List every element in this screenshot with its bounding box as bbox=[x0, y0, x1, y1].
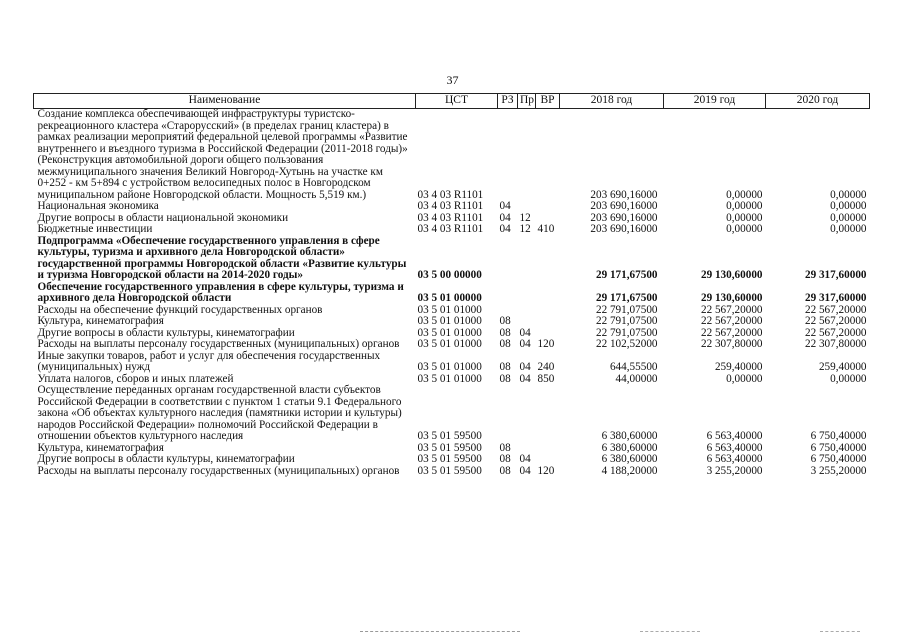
cell-2020: 259,40000 bbox=[818, 361, 867, 373]
cell-vr bbox=[536, 282, 560, 305]
cell-2019: 0,00000 bbox=[726, 372, 763, 385]
budget-table bbox=[33, 93, 870, 477]
cell-name: Другие вопросы в области культуры, кинематографии bbox=[37, 326, 295, 339]
cell-cst: 03 5 01 01000 bbox=[417, 361, 482, 373]
cell-cst: 03 5 01 01000 bbox=[417, 303, 482, 316]
cell-cst: 03 5 01 59500 bbox=[417, 453, 482, 465]
cell-2020: 29 317,60000 bbox=[804, 269, 867, 281]
header-2019: 2019 год bbox=[664, 94, 766, 109]
cell-2020: 0,00000 bbox=[830, 200, 867, 212]
cell-2018: 6 380,60000 bbox=[601, 441, 658, 454]
cell-rz: 04 bbox=[499, 223, 511, 235]
cell-vr: 850 bbox=[537, 372, 555, 385]
cell-2019: 22 567,20000 bbox=[700, 315, 763, 327]
cell-2020: 3 255,20000 bbox=[810, 464, 867, 477]
header-cst: ЦСТ bbox=[416, 94, 498, 109]
table-row bbox=[34, 454, 870, 466]
cell-2019: 29 130,60000 bbox=[700, 292, 763, 304]
cell-vr: 120 bbox=[537, 338, 555, 350]
page-number: 37 bbox=[446, 73, 459, 87]
cell-2018: 644,55500 bbox=[609, 361, 658, 373]
cell-2018: 29 171,67500 bbox=[595, 292, 658, 304]
cell-name: Расходы на выплаты персоналу государственных (муниципальных) органов bbox=[37, 338, 400, 350]
cell-vr bbox=[536, 305, 560, 317]
header-pr: Пр bbox=[518, 94, 536, 109]
cell-rz: 08 bbox=[499, 326, 511, 339]
cell-cst: 03 5 01 01000 bbox=[417, 372, 482, 385]
cell-rz: 08 bbox=[499, 361, 511, 373]
cell-2019: 22 567,20000 bbox=[700, 326, 763, 339]
table-header bbox=[34, 94, 870, 109]
scan-artifact bbox=[640, 631, 700, 633]
cell-rz bbox=[498, 236, 518, 282]
table-body bbox=[34, 109, 870, 478]
cell-2019: 29 130,60000 bbox=[700, 269, 763, 281]
cell-name: Национальная экономика bbox=[37, 200, 159, 212]
cell-2020: 6 750,40000 bbox=[810, 441, 867, 454]
cell-cst: 03 5 01 01000 bbox=[417, 315, 482, 327]
cell-cst: 03 4 03 R1101 bbox=[417, 188, 484, 201]
cell-cst: 03 5 00 00000 bbox=[417, 269, 482, 281]
header-2020: 2020 год bbox=[766, 94, 870, 109]
cell-rz: 08 bbox=[499, 441, 511, 454]
table-row bbox=[34, 351, 870, 374]
table-row bbox=[34, 224, 870, 236]
cell-rz bbox=[498, 282, 518, 305]
table-row bbox=[34, 466, 870, 478]
cell-pr: 12 bbox=[519, 211, 531, 224]
cell-2020: 22 307,80000 bbox=[804, 338, 867, 350]
cell-pr: 04 bbox=[519, 338, 531, 350]
cell-name: Иные закупки товаров, работ и услуг для обеспечения государственных (муниципальных) нужд bbox=[37, 349, 381, 373]
cell-2020: 0,00000 bbox=[830, 223, 867, 235]
cell-2019: 0,00000 bbox=[726, 188, 763, 201]
cell-2020: 22 567,20000 bbox=[804, 326, 867, 339]
cell-vr: 410 bbox=[537, 223, 555, 235]
cell-2020: 0,00000 bbox=[830, 188, 867, 201]
cell-2019: 22 567,20000 bbox=[700, 303, 763, 316]
cell-2020: 0,00000 bbox=[830, 211, 867, 224]
cell-name: Обеспечение государственного управления в сфере культуры, туризма и архивного дела Новгородской области bbox=[37, 280, 404, 304]
cell-2020: 0,00000 bbox=[830, 372, 867, 385]
cell-pr bbox=[518, 201, 536, 213]
cell-2018: 203 690,16000 bbox=[590, 223, 658, 235]
cell-pr bbox=[518, 109, 536, 202]
cell-2018: 4 188,20000 bbox=[601, 464, 658, 477]
cell-2018: 44,00000 bbox=[615, 372, 658, 385]
cell-2020: 6 750,40000 bbox=[810, 430, 867, 442]
cell-2018: 22 791,07500 bbox=[595, 326, 658, 339]
cell-name: Другие вопросы в области национальной экономики bbox=[37, 211, 289, 224]
cell-2019: 0,00000 bbox=[726, 200, 763, 212]
cell-2019: 6 563,40000 bbox=[706, 430, 763, 442]
cell-cst: 03 5 01 59500 bbox=[417, 430, 482, 442]
cell-cst: 03 4 03 R1101 bbox=[417, 223, 484, 235]
header-vr: ВР bbox=[536, 94, 560, 109]
cell-pr: 04 bbox=[519, 453, 531, 465]
cell-name: Осуществление переданных органам государственной власти субъектов Российской Федерации в соответствии с пунктом 1 статьи 9.1 Федерального закона «Об объектах культурного наследия (памятники истории и культуры) народов Российской Федерации» полномочий Российской Федерации в отношении объектов культурного наследия bbox=[37, 384, 402, 442]
cell-name: Подпрограмма «Обеспечение государственного управления в сфере культуры, туризма и архивного дела Новгородской области» государственной программы Новгородской области «Развитие культуры и туризма Новгородской области на 2014-2020 годы» bbox=[37, 234, 407, 281]
cell-2018: 203 690,16000 bbox=[590, 200, 658, 212]
cell-pr: 04 bbox=[519, 464, 531, 477]
cell-rz: 08 bbox=[499, 453, 511, 465]
cell-2020: 6 750,40000 bbox=[810, 453, 867, 465]
cell-rz bbox=[498, 385, 518, 443]
cell-2019: 6 563,40000 bbox=[706, 453, 763, 465]
cell-pr bbox=[518, 236, 536, 282]
cell-name: Уплата налогов, сборов и иных платежей bbox=[37, 372, 234, 385]
cell-vr bbox=[536, 201, 560, 213]
cell-2018: 203 690,16000 bbox=[590, 211, 658, 224]
table-row bbox=[34, 385, 870, 443]
cell-name: Создание комплекса обеспечивающей инфраструктуры туристско-рекреационного кластера «Старорусский» (в пределах границ кластера) в рамках реализации мероприятий федеральной целевой программы «Развитие внутреннего и въездного туризма в Российской Федерации (2011-2018 годы)» (Реконструкция автомобильной дороги общего пользования межмуниципального значения Великий Новгород-Хутынь на участке км 0+252 - км 5+894 с устройством велосипедных полос в Новгородском муниципальном районе Новгородской области. Мощность 5,519 км.) bbox=[37, 108, 408, 201]
cell-vr bbox=[536, 385, 560, 443]
header-name: Наименование bbox=[34, 94, 416, 109]
cell-vr: 120 bbox=[537, 464, 555, 477]
cell-cst: 03 4 03 R1101 bbox=[417, 200, 484, 212]
cell-rz: 04 bbox=[499, 211, 511, 224]
table-row bbox=[34, 236, 870, 282]
scan-artifact bbox=[360, 631, 520, 633]
cell-rz: 04 bbox=[499, 200, 511, 212]
cell-vr bbox=[536, 236, 560, 282]
cell-pr: 04 bbox=[519, 326, 531, 339]
cell-name: Расходы на выплаты персоналу государственных (муниципальных) органов bbox=[37, 464, 400, 477]
cell-2020: 29 317,60000 bbox=[804, 292, 867, 304]
header-2018: 2018 год bbox=[560, 94, 664, 109]
cell-2018: 29 171,67500 bbox=[595, 269, 658, 281]
cell-2020: 22 567,20000 bbox=[804, 315, 867, 327]
cell-2019: 0,00000 bbox=[726, 211, 763, 224]
cell-2018: 22 791,07500 bbox=[595, 315, 658, 327]
cell-2018: 6 380,60000 bbox=[601, 430, 658, 442]
cell-vr bbox=[536, 109, 560, 202]
cell-pr bbox=[518, 316, 536, 328]
cell-rz: 08 bbox=[499, 464, 511, 477]
cell-vr bbox=[536, 443, 560, 455]
cell-pr: 04 bbox=[519, 361, 531, 373]
cell-rz: 08 bbox=[499, 338, 511, 350]
cell-vr bbox=[536, 454, 560, 466]
cell-rz bbox=[498, 109, 518, 202]
cell-name: Культура, кинематография bbox=[37, 315, 164, 327]
cell-2019: 6 563,40000 bbox=[706, 441, 763, 454]
cell-pr bbox=[518, 282, 536, 305]
cell-pr: 12 bbox=[519, 223, 531, 235]
cell-vr: 240 bbox=[537, 361, 555, 373]
cell-rz: 08 bbox=[499, 315, 511, 327]
cell-name: Расходы на обеспечение функций государственных органов bbox=[37, 303, 323, 316]
cell-rz: 08 bbox=[499, 372, 511, 385]
cell-2018: 6 380,60000 bbox=[601, 453, 658, 465]
table-row bbox=[34, 339, 870, 351]
cell-cst: 03 5 01 59500 bbox=[417, 464, 482, 477]
cell-2019: 0,00000 bbox=[726, 223, 763, 235]
cell-cst: 03 5 01 01000 bbox=[417, 338, 482, 350]
cell-cst: 03 5 01 00000 bbox=[417, 292, 482, 304]
cell-2019: 259,40000 bbox=[714, 361, 763, 373]
table-row bbox=[34, 201, 870, 213]
cell-cst: 03 5 01 01000 bbox=[417, 326, 482, 339]
header-rz: РЗ bbox=[498, 94, 518, 109]
cell-2018: 203 690,16000 bbox=[590, 188, 658, 201]
cell-2019: 22 307,80000 bbox=[700, 338, 763, 350]
cell-pr bbox=[518, 305, 536, 317]
cell-name: Культура, кинематография bbox=[37, 441, 164, 454]
cell-pr: 04 bbox=[519, 372, 531, 385]
cell-vr bbox=[536, 316, 560, 328]
cell-name: Бюджетные инвестиции bbox=[37, 223, 153, 235]
cell-2019: 3 255,20000 bbox=[706, 464, 763, 477]
cell-pr bbox=[518, 385, 536, 443]
cell-2020: 22 567,20000 bbox=[804, 303, 867, 316]
table-row bbox=[34, 316, 870, 328]
cell-cst: 03 5 01 59500 bbox=[417, 441, 482, 454]
table-row bbox=[34, 282, 870, 305]
table-row bbox=[34, 109, 870, 202]
scan-artifact bbox=[820, 631, 860, 633]
cell-name: Другие вопросы в области культуры, кинематографии bbox=[37, 453, 295, 465]
cell-cst: 03 4 03 R1101 bbox=[417, 211, 484, 224]
cell-2018: 22 791,07500 bbox=[595, 303, 658, 316]
cell-2018: 22 102,52000 bbox=[595, 338, 658, 350]
